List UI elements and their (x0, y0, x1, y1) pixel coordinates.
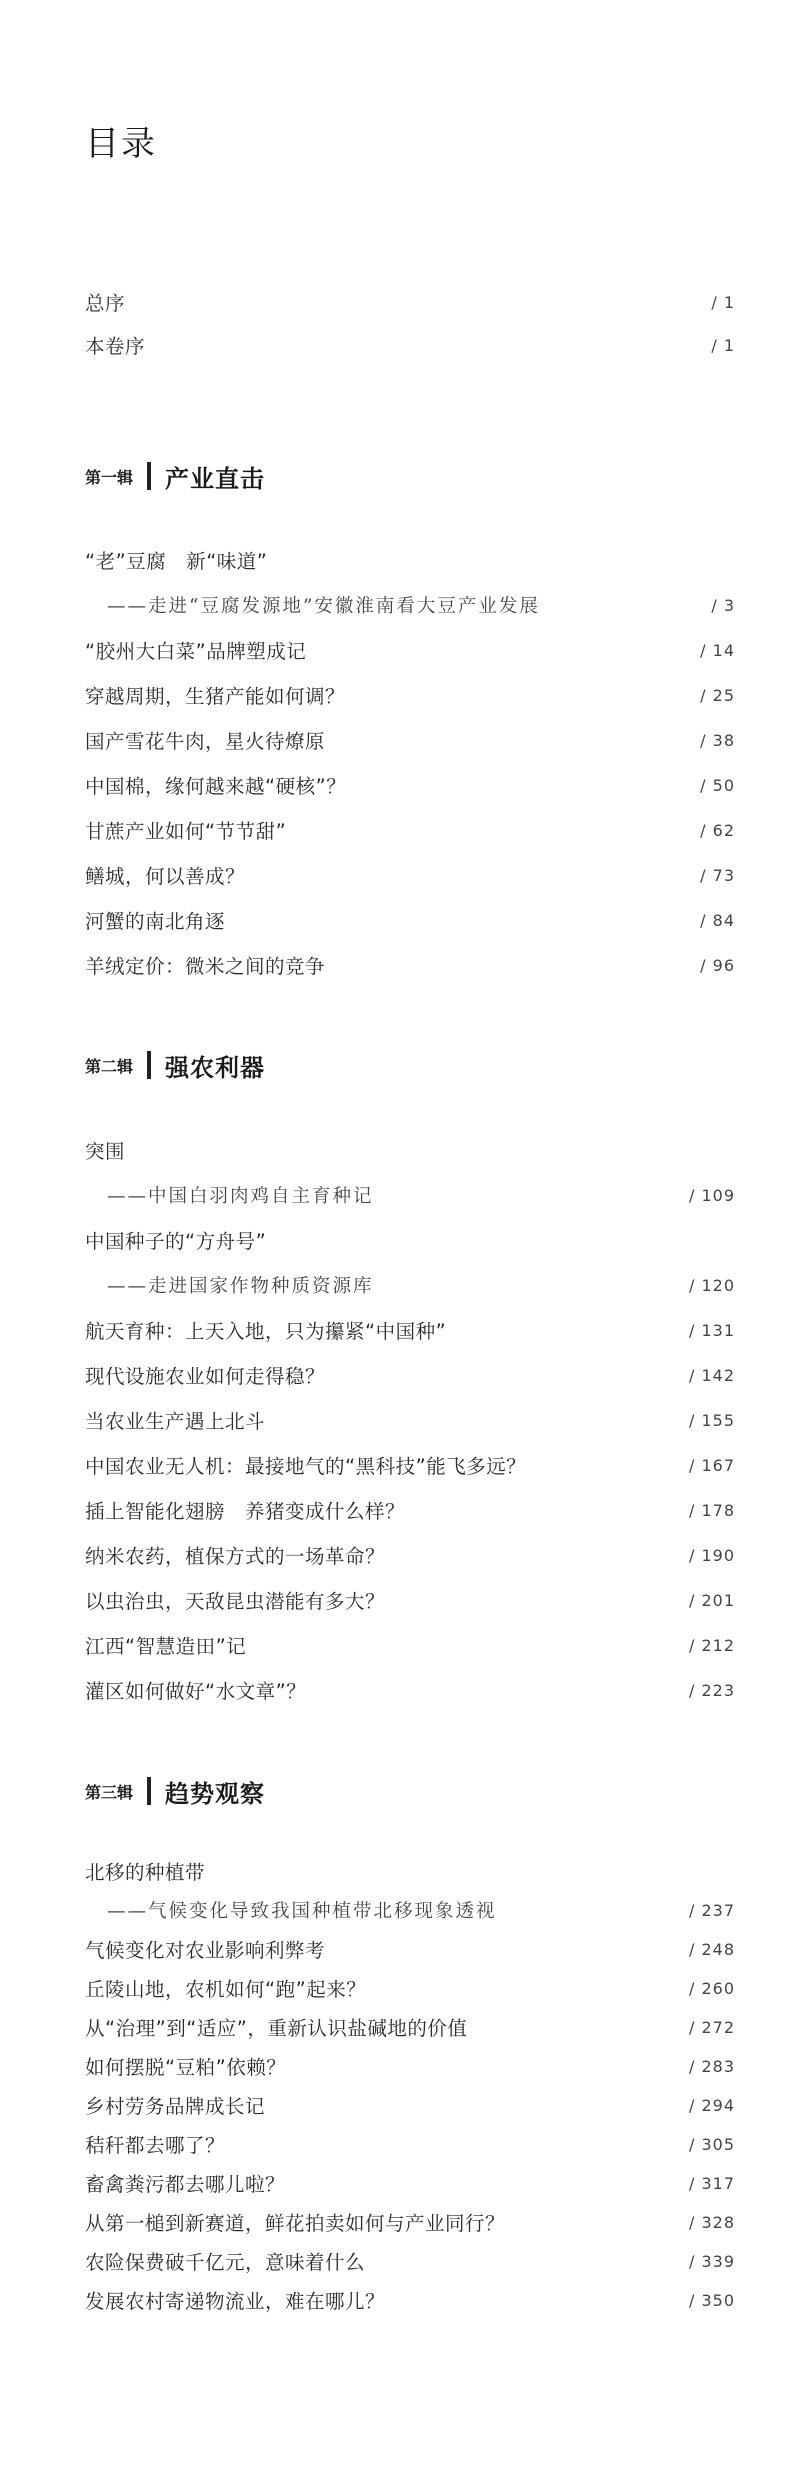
entry-page: / 38 (700, 730, 735, 750)
toc-entry[interactable] (85, 1450, 735, 1480)
entry-page: / 237 (688, 1900, 735, 1920)
entry-page: / 14 (700, 640, 735, 660)
toc-entry[interactable] (85, 2051, 735, 2081)
entry-title: 本卷序 (85, 335, 146, 358)
entry-title: 中国种子的“方舟号” (85, 1230, 267, 1253)
section-label: 第三辑 (85, 1782, 134, 1802)
entry-page: / 201 (688, 1590, 735, 1610)
entry-title: 穿越周期，生猪产能如何调？ (85, 685, 346, 708)
toc-entry[interactable] (85, 1405, 735, 1435)
entry-page: / 190 (688, 1545, 735, 1565)
toc-entry[interactable] (85, 545, 735, 575)
entry-page: / 62 (700, 820, 735, 840)
toc-entry[interactable] (85, 770, 735, 800)
toc-entry[interactable] (85, 680, 735, 710)
toc-entry[interactable] (85, 1856, 735, 1886)
section-name: 趋势观察 (165, 1779, 266, 1808)
entry-title: 鳝城，何以善成？ (85, 865, 246, 888)
entry-title: 纳米农药，植保方式的一场革命？ (85, 1545, 386, 1568)
entry-page: / 120 (688, 1275, 735, 1295)
entry-title: “老”豆腐 新“味道” (85, 550, 268, 573)
toc-entry[interactable] (85, 2207, 735, 2237)
entry-title: “胶州大白菜”品牌塑成记 (85, 640, 307, 663)
section-header (85, 458, 265, 494)
entry-page: / 317 (688, 2173, 735, 2193)
entry-page: / 272 (688, 2017, 735, 2037)
toc-entry[interactable] (85, 1225, 735, 1255)
entry-title: ——走进国家作物种质资源库 (107, 1276, 374, 1297)
entry-title: 江西“智慧造田”记 (85, 1635, 247, 1658)
entry-title: 中国棉，缘何越来越“硬核”？ (85, 775, 347, 798)
entry-page: / 1 (711, 292, 735, 312)
toc-entry[interactable] (85, 905, 735, 935)
entry-title: 北移的种植带 (85, 1861, 206, 1884)
toc-entry-subtitle[interactable] (85, 1180, 735, 1210)
toc-entry[interactable] (85, 2285, 735, 2315)
toc-entry[interactable] (85, 1675, 735, 1705)
toc-entry[interactable] (85, 2090, 735, 2120)
entry-title: 国产雪花牛肉，星火待燎原 (85, 730, 326, 753)
entry-title: 总序 (85, 292, 126, 315)
entry-title: 灌区如何做好“水文章”？ (85, 1680, 307, 1703)
entry-page: / 178 (688, 1500, 735, 1520)
toc-entry[interactable] (85, 1135, 735, 1165)
toc-entry-subtitle[interactable] (85, 590, 735, 620)
toc-entry[interactable] (85, 950, 735, 980)
entry-title: 现代设施农业如何走得稳？ (85, 1365, 326, 1388)
entry-page: / 328 (688, 2212, 735, 2232)
toc-entry[interactable] (85, 1495, 735, 1525)
entry-page: / 167 (688, 1455, 735, 1475)
entry-page: / 212 (688, 1635, 735, 1655)
toc-entry[interactable] (85, 1315, 735, 1345)
entry-page: / 350 (688, 2290, 735, 2310)
toc-entry[interactable] (85, 2012, 735, 2042)
entry-page: / 305 (688, 2134, 735, 2154)
entry-title: 当农业生产遇上北斗 (85, 1410, 266, 1433)
entry-page: / 84 (700, 910, 735, 930)
toc-entry[interactable] (85, 2168, 735, 2198)
toc-entry[interactable] (85, 860, 735, 890)
entry-title: 秸秆都去哪了？ (85, 2134, 226, 2157)
entry-title: 中国农业无人机：最接地气的“黑科技”能飞多远？ (85, 1455, 527, 1478)
entry-title: ——中国白羽肉鸡自主育种记 (107, 1186, 374, 1207)
entry-page: / 294 (688, 2095, 735, 2115)
entry-page: / 1 (711, 335, 735, 355)
entry-title: 农险保费破千亿元，意味着什么 (85, 2251, 366, 2274)
entry-page: / 248 (688, 1939, 735, 1959)
toc-entry[interactable] (85, 815, 735, 845)
section-divider (147, 1777, 151, 1805)
entry-title: ——气候变化导致我国种植带北移现象透视 (107, 1901, 497, 1922)
toc-entry[interactable] (85, 1973, 735, 2003)
entry-page: / 223 (688, 1680, 735, 1700)
entry-title: 航天育种：上天入地，只为攥紧“中国种” (85, 1320, 447, 1343)
toc-entry[interactable] (85, 2246, 735, 2276)
section-name: 产业直击 (165, 464, 266, 493)
entry-page: / 3 (711, 595, 735, 615)
entry-page: / 131 (688, 1320, 735, 1340)
toc-entry[interactable] (85, 330, 735, 360)
entry-page: / 109 (688, 1185, 735, 1205)
toc-entry[interactable] (85, 287, 735, 317)
entry-title: ——走进“豆腐发源地”安徽淮南看大豆产业发展 (107, 596, 540, 617)
section-divider (147, 1051, 151, 1079)
toc-entry[interactable] (85, 725, 735, 755)
toc-entry[interactable] (85, 1630, 735, 1660)
toc-entry[interactable] (85, 1360, 735, 1390)
toc-entry[interactable] (85, 635, 735, 665)
entry-title: 从“治理”到“适应”，重新认识盐碱地的价值 (85, 2017, 468, 2040)
entry-title: 河蟹的南北角逐 (85, 910, 226, 933)
entry-page: / 155 (688, 1410, 735, 1430)
entry-title: 从第一槌到新赛道，鲜花拍卖如何与产业同行？ (85, 2212, 506, 2235)
entry-page: / 73 (700, 865, 735, 885)
entry-page: / 283 (688, 2056, 735, 2076)
entry-page: / 260 (688, 1978, 735, 1998)
toc-entry-subtitle[interactable] (85, 1895, 735, 1925)
entry-page: / 96 (700, 955, 735, 975)
entry-title: 发展农村寄递物流业，难在哪儿？ (85, 2290, 386, 2313)
entry-title: 气候变化对农业影响利弊考 (85, 1939, 326, 1962)
section-header (85, 1773, 265, 1809)
toc-entry[interactable] (85, 1585, 735, 1615)
toc-entry[interactable] (85, 2129, 735, 2159)
section-label: 第二辑 (85, 1056, 134, 1076)
entry-title: 乡村劳务品牌成长记 (85, 2095, 266, 2118)
section-name: 强农利器 (165, 1053, 266, 1082)
toc-title: 目录 (85, 124, 157, 164)
entry-page: / 25 (700, 685, 735, 705)
entry-title: 突围 (85, 1140, 126, 1163)
entry-title: 如何摆脱“豆粕”依赖？ (85, 2056, 287, 2079)
toc-entry-subtitle[interactable] (85, 1270, 735, 1300)
entry-page: / 142 (688, 1365, 735, 1385)
section-label: 第一辑 (85, 467, 134, 487)
entry-title: 插上智能化翅膀 养猪变成什么样？ (85, 1500, 406, 1523)
entry-title: 以虫治虫，天敌昆虫潜能有多大？ (85, 1590, 386, 1613)
entry-title: 羊绒定价：微米之间的竞争 (85, 955, 326, 978)
toc-entry[interactable] (85, 1540, 735, 1570)
toc-entry[interactable] (85, 1934, 735, 1964)
section-header (85, 1047, 265, 1083)
entry-page: / 339 (688, 2251, 735, 2271)
entry-title: 丘陵山地，农机如何“跑”起来？ (85, 1978, 367, 2001)
entry-title: 畜禽粪污都去哪儿啦？ (85, 2173, 286, 2196)
section-divider (147, 462, 151, 490)
entry-page: / 50 (700, 775, 735, 795)
entry-title: 甘蔗产业如何“节节甜” (85, 820, 287, 843)
